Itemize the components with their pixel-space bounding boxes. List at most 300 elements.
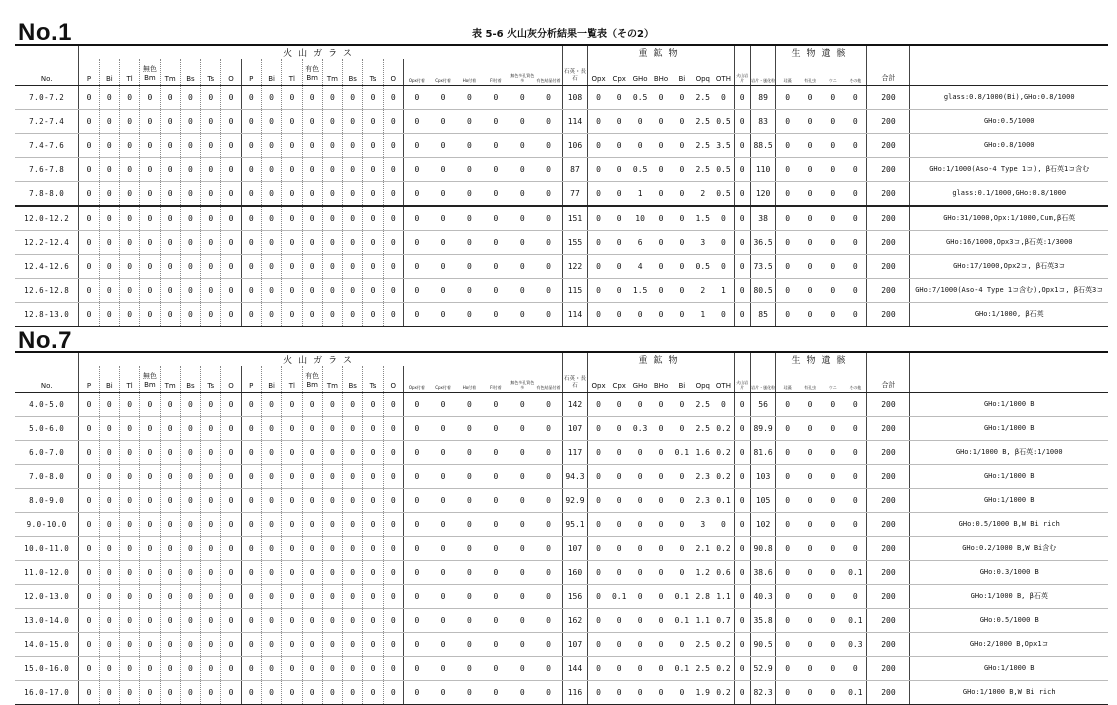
- value-cell: 0: [536, 303, 563, 327]
- value-cell: 200: [867, 441, 910, 465]
- value-cell: 0: [119, 303, 139, 327]
- note-cell: GHo:31/1000,Opx:1/1000,Cum,β石英: [910, 206, 1108, 231]
- value-cell: 0: [483, 86, 509, 110]
- value-cell: 0: [821, 441, 844, 465]
- blank-cell: [734, 352, 750, 366]
- value-cell: 0: [630, 681, 651, 705]
- value-cell: 0: [609, 393, 630, 417]
- value-cell: 0: [79, 465, 99, 489]
- heavy-col-header: OTH: [713, 59, 734, 86]
- value-cell: 0: [79, 182, 99, 207]
- note-cell: GHo:1/1000 B,W Bi rich: [910, 681, 1108, 705]
- value-cell: 0: [241, 206, 261, 231]
- value-cell: 0: [160, 489, 180, 513]
- value-cell: 0: [430, 303, 456, 327]
- value-cell: 0: [536, 633, 563, 657]
- glass-col-cell: [119, 366, 139, 393]
- value-cell: 0: [322, 393, 342, 417]
- value-cell: 160: [562, 561, 588, 585]
- table-row: [15, 585, 1108, 609]
- value-cell: 0: [221, 633, 241, 657]
- value-cell: 0: [630, 585, 651, 609]
- value-cell: 0: [180, 441, 200, 465]
- value-cell: 0: [403, 393, 429, 417]
- value-cell: 0: [734, 633, 750, 657]
- table-row: [15, 393, 1108, 417]
- value-cell: 0: [343, 489, 363, 513]
- value-cell: 0: [651, 393, 672, 417]
- value-cell: 0: [140, 633, 160, 657]
- value-cell: 0: [821, 110, 844, 134]
- value-cell: 0: [241, 657, 261, 681]
- no-header: No.: [15, 59, 79, 86]
- value-cell: 56: [750, 393, 776, 417]
- value-cell: 0: [201, 134, 221, 158]
- value-cell: 0: [79, 86, 99, 110]
- value-cell: 0: [799, 441, 822, 465]
- value-cell: 0: [160, 158, 180, 182]
- value-cell: 0: [383, 537, 403, 561]
- value-cell: 0: [119, 513, 139, 537]
- value-cell: 0: [201, 110, 221, 134]
- value-cell: 0: [119, 489, 139, 513]
- value-cell: 0: [609, 441, 630, 465]
- value-cell: 0: [536, 231, 563, 255]
- value-cell: 0: [383, 417, 403, 441]
- value-cell: 0: [302, 561, 322, 585]
- value-cell: 0: [776, 489, 799, 513]
- value-cell: 0: [160, 110, 180, 134]
- value-cell: 0: [671, 182, 692, 207]
- value-cell: 0: [821, 609, 844, 633]
- value-cell: 2.3: [692, 489, 713, 513]
- heavy-minerals-heading: 重鉱物: [588, 352, 734, 366]
- value-cell: 0: [509, 158, 535, 182]
- value-cell: 0: [343, 206, 363, 231]
- glass-col-cell: [363, 366, 383, 393]
- value-cell: 0: [343, 513, 363, 537]
- value-cell: 0: [430, 585, 456, 609]
- value-cell: 0: [343, 303, 363, 327]
- value-cell: 0: [383, 633, 403, 657]
- value-cell: 0: [536, 513, 563, 537]
- glass-col-header: Ts: [207, 75, 215, 83]
- value-cell: 0: [119, 681, 139, 705]
- value-cell: 0: [180, 585, 200, 609]
- note-cell: GHo:16/1000,Opx3コ,β石英:1/3000: [910, 231, 1108, 255]
- value-cell: 0: [221, 681, 241, 705]
- value-cell: 0: [651, 255, 672, 279]
- value-cell: 0: [180, 158, 200, 182]
- value-cell: 0: [99, 657, 119, 681]
- table-row: [15, 110, 1108, 134]
- value-cell: 115: [562, 279, 588, 303]
- value-cell: 0: [403, 585, 429, 609]
- depth-cell: 13.0-14.0: [15, 609, 79, 633]
- value-cell: 0: [821, 303, 844, 327]
- value-cell: 0: [844, 489, 867, 513]
- value-cell: 0: [79, 255, 99, 279]
- glass-col-header: P: [249, 75, 254, 83]
- value-cell: 0: [776, 561, 799, 585]
- value-cell: 0: [799, 513, 822, 537]
- value-cell: 0: [180, 303, 200, 327]
- value-cell: 0: [261, 393, 281, 417]
- colorless-label: 無色: [142, 372, 157, 380]
- glass-col-header: Bm: [306, 74, 318, 82]
- value-cell: 0: [483, 681, 509, 705]
- value-cell: 0: [536, 158, 563, 182]
- glass-col-cell: [160, 366, 180, 393]
- value-cell: 0: [403, 681, 429, 705]
- note-cell: GHo:0.8/1000: [910, 134, 1108, 158]
- bio-remains-heading: 生物遺骸: [776, 45, 867, 59]
- value-cell: 0: [671, 513, 692, 537]
- value-cell: 0: [302, 465, 322, 489]
- value-cell: 0: [119, 393, 139, 417]
- value-cell: 0: [99, 441, 119, 465]
- value-cell: 200: [867, 537, 910, 561]
- value-cell: 0: [588, 465, 609, 489]
- value-cell: 0: [651, 657, 672, 681]
- value-cell: 0: [241, 134, 261, 158]
- value-cell: 0: [241, 231, 261, 255]
- value-cell: 0: [799, 158, 822, 182]
- value-cell: 0: [140, 393, 160, 417]
- glass-col-cell: [221, 366, 241, 393]
- value-cell: 0: [160, 657, 180, 681]
- value-cell: 0: [609, 537, 630, 561]
- glass-col-cell: [241, 366, 261, 393]
- value-cell: 0: [282, 609, 302, 633]
- value-cell: 0: [201, 633, 221, 657]
- value-cell: 0: [261, 110, 281, 134]
- value-cell: 200: [867, 182, 910, 207]
- value-cell: 0: [403, 513, 429, 537]
- value-cell: 0: [403, 465, 429, 489]
- value-cell: 0: [79, 158, 99, 182]
- value-cell: 0: [79, 393, 99, 417]
- value-cell: 0: [509, 657, 535, 681]
- depth-cell: 12.4-12.6: [15, 255, 79, 279]
- value-cell: 0: [588, 681, 609, 705]
- value-cell: 0: [734, 279, 750, 303]
- value-cell: 0: [456, 255, 482, 279]
- value-cell: 0: [456, 609, 482, 633]
- value-cell: 0: [630, 609, 651, 633]
- value-cell: 0: [456, 465, 482, 489]
- value-cell: 200: [867, 255, 910, 279]
- value-cell: 0: [588, 489, 609, 513]
- value-cell: 0: [536, 134, 563, 158]
- value-cell: 0.2: [713, 657, 734, 681]
- depth-cell: 6.0-7.0: [15, 441, 79, 465]
- data-table-no1: [15, 44, 1108, 327]
- value-cell: 0: [282, 393, 302, 417]
- value-cell: 200: [867, 489, 910, 513]
- value-cell: 0: [651, 231, 672, 255]
- attach-col-header: Opx付着: [403, 59, 429, 86]
- value-cell: 0: [609, 657, 630, 681]
- value-cell: 0: [201, 561, 221, 585]
- value-cell: 0: [160, 681, 180, 705]
- value-cell: 0: [734, 182, 750, 207]
- value-cell: 0: [651, 681, 672, 705]
- value-cell: 0.7: [713, 609, 734, 633]
- value-cell: 0: [536, 585, 563, 609]
- value-cell: 0: [456, 182, 482, 207]
- value-cell: 0: [844, 537, 867, 561]
- value-cell: 0: [671, 134, 692, 158]
- value-cell: 0: [119, 633, 139, 657]
- value-cell: 0: [456, 303, 482, 327]
- glass-col-header: Bs: [348, 382, 357, 390]
- value-cell: 0: [221, 657, 241, 681]
- value-cell: 0: [609, 110, 630, 134]
- value-cell: 0: [221, 489, 241, 513]
- value-cell: 0: [160, 465, 180, 489]
- value-cell: 0: [821, 206, 844, 231]
- value-cell: 0: [821, 86, 844, 110]
- value-cell: 0: [79, 537, 99, 561]
- value-cell: 0: [383, 393, 403, 417]
- value-cell: 1.9: [692, 681, 713, 705]
- no-header: No.: [15, 366, 79, 393]
- value-cell: 77: [562, 182, 588, 207]
- value-cell: 0: [588, 182, 609, 207]
- value-cell: 0: [630, 489, 651, 513]
- depth-cell: 12.0-12.2: [15, 206, 79, 231]
- glass-col-header: Tm: [326, 75, 338, 83]
- value-cell: 0: [282, 134, 302, 158]
- value-cell: 0: [430, 206, 456, 231]
- value-cell: 85: [750, 303, 776, 327]
- value-cell: 0: [588, 561, 609, 585]
- value-cell: 4: [630, 255, 651, 279]
- value-cell: 0: [456, 279, 482, 303]
- note-cell: GHo:0.5/1000: [910, 110, 1108, 134]
- value-cell: 0: [261, 231, 281, 255]
- depth-cell: 7.0-8.0: [15, 465, 79, 489]
- value-cell: 0.1: [671, 609, 692, 633]
- value-cell: 0: [322, 86, 342, 110]
- value-cell: 0: [734, 609, 750, 633]
- value-cell: 2.5: [692, 657, 713, 681]
- value-cell: 162: [562, 609, 588, 633]
- value-cell: 0: [282, 681, 302, 705]
- value-cell: 0: [799, 393, 822, 417]
- value-cell: 0: [99, 303, 119, 327]
- rock-fragment-header: 岩片・風化粒: [750, 59, 776, 86]
- value-cell: 200: [867, 231, 910, 255]
- value-cell: 0: [261, 609, 281, 633]
- value-cell: 0: [799, 231, 822, 255]
- value-cell: 0: [483, 255, 509, 279]
- value-cell: 0: [99, 561, 119, 585]
- value-cell: 0: [588, 255, 609, 279]
- value-cell: 0: [821, 134, 844, 158]
- value-cell: 0: [302, 86, 322, 110]
- value-cell: 0: [536, 681, 563, 705]
- heavy-col-header: OTH: [713, 366, 734, 393]
- note-header: [910, 59, 1108, 86]
- value-cell: 0: [844, 465, 867, 489]
- value-cell: 0: [483, 182, 509, 207]
- value-cell: 0: [140, 134, 160, 158]
- value-cell: 0: [343, 417, 363, 441]
- value-cell: 0: [734, 206, 750, 231]
- value-cell: 0: [119, 417, 139, 441]
- value-cell: 200: [867, 206, 910, 231]
- value-cell: 0: [776, 231, 799, 255]
- value-cell: 0: [630, 537, 651, 561]
- value-cell: 0: [261, 585, 281, 609]
- value-cell: 0: [241, 158, 261, 182]
- note-cell: GHo:1/1000 B: [910, 465, 1108, 489]
- glass-col-header: Bi: [268, 382, 275, 390]
- value-cell: 0: [588, 279, 609, 303]
- value-cell: 0: [119, 206, 139, 231]
- value-cell: 0: [609, 609, 630, 633]
- value-cell: 0: [201, 417, 221, 441]
- value-cell: 0: [430, 134, 456, 158]
- value-cell: 0: [383, 681, 403, 705]
- table-row: [15, 657, 1108, 681]
- blank-cell: [750, 45, 776, 59]
- value-cell: 0: [180, 393, 200, 417]
- rock-fragment-header: 岩片・風化粒: [750, 366, 776, 393]
- value-cell: 0: [79, 110, 99, 134]
- value-cell: 0: [221, 206, 241, 231]
- value-cell: 116: [562, 681, 588, 705]
- value-cell: 0.5: [630, 86, 651, 110]
- blank-cell: [562, 45, 588, 59]
- value-cell: 0: [261, 417, 281, 441]
- glass-col-header: P: [86, 75, 92, 83]
- value-cell: 114: [562, 303, 588, 327]
- glass-col-header: Bs: [186, 75, 195, 83]
- value-cell: 0: [343, 134, 363, 158]
- value-cell: 0: [844, 231, 867, 255]
- value-cell: 0: [536, 489, 563, 513]
- value-cell: 0: [588, 537, 609, 561]
- value-cell: 0: [509, 609, 535, 633]
- value-cell: 0: [261, 633, 281, 657]
- glass-col-cell: [261, 366, 281, 393]
- value-cell: 0: [799, 465, 822, 489]
- value-cell: 0: [140, 110, 160, 134]
- value-cell: 0: [160, 537, 180, 561]
- value-cell: 0: [651, 110, 672, 134]
- value-cell: 0: [609, 86, 630, 110]
- value-cell: 0: [261, 561, 281, 585]
- note-cell: GHo:1/1000 B: [910, 489, 1108, 513]
- value-cell: 151: [562, 206, 588, 231]
- value-cell: 0: [322, 231, 342, 255]
- value-cell: 0: [363, 303, 383, 327]
- glass-col-cell: [99, 59, 119, 86]
- glass-col-header: Ts: [369, 382, 377, 390]
- value-cell: 35.8: [750, 609, 776, 633]
- value-cell: 200: [867, 393, 910, 417]
- value-cell: 0.2: [713, 441, 734, 465]
- value-cell: 0: [821, 417, 844, 441]
- value-cell: 0: [221, 231, 241, 255]
- value-cell: 0: [483, 489, 509, 513]
- value-cell: 0: [430, 633, 456, 657]
- value-cell: 1.5: [630, 279, 651, 303]
- value-cell: 36.5: [750, 231, 776, 255]
- value-cell: 0: [799, 681, 822, 705]
- value-cell: 0: [509, 681, 535, 705]
- value-cell: 0: [79, 561, 99, 585]
- value-cell: 0: [322, 441, 342, 465]
- value-cell: 0: [221, 158, 241, 182]
- value-cell: 200: [867, 585, 910, 609]
- depth-cell: 5.0-6.0: [15, 417, 79, 441]
- note-cell: GHo:1/1000 B: [910, 417, 1108, 441]
- note-cell: GHo:1/1000(Aso-4 Type 1コ), β石英1コ含む: [910, 158, 1108, 182]
- value-cell: 0: [180, 465, 200, 489]
- value-cell: 0: [99, 633, 119, 657]
- value-cell: 1.5: [692, 206, 713, 231]
- value-cell: 142: [562, 393, 588, 417]
- value-cell: 0: [160, 561, 180, 585]
- value-cell: 144: [562, 657, 588, 681]
- value-cell: 0: [509, 441, 535, 465]
- value-cell: 94.3: [562, 465, 588, 489]
- value-cell: 0: [140, 537, 160, 561]
- value-cell: 0: [734, 537, 750, 561]
- value-cell: 2.1: [692, 537, 713, 561]
- value-cell: 0: [483, 537, 509, 561]
- value-cell: 0: [363, 681, 383, 705]
- table-row: [15, 417, 1108, 441]
- blank-cell: [867, 352, 910, 366]
- value-cell: 0: [302, 537, 322, 561]
- value-cell: 0: [180, 489, 200, 513]
- value-cell: 0: [99, 609, 119, 633]
- note-cell: GHo:0.3/1000 B: [910, 561, 1108, 585]
- table-row: [15, 537, 1108, 561]
- value-cell: 200: [867, 657, 910, 681]
- value-cell: 0: [734, 255, 750, 279]
- value-cell: 0: [160, 182, 180, 207]
- value-cell: 0: [180, 513, 200, 537]
- glass-col-header: Bi: [105, 382, 113, 390]
- value-cell: 0: [734, 441, 750, 465]
- value-cell: 0: [483, 206, 509, 231]
- value-cell: 0: [456, 441, 482, 465]
- value-cell: 0: [734, 303, 750, 327]
- table-row: [15, 279, 1108, 303]
- value-cell: 0: [456, 633, 482, 657]
- value-cell: 0: [302, 279, 322, 303]
- value-cell: 0.5: [692, 255, 713, 279]
- attach-col-header: 無色多孔質色多: [509, 366, 535, 393]
- value-cell: 0: [201, 255, 221, 279]
- value-cell: 0: [282, 110, 302, 134]
- glass-col-cell: [180, 59, 200, 86]
- value-cell: 0: [343, 633, 363, 657]
- value-cell: 2.5: [692, 110, 713, 134]
- value-cell: 0: [363, 231, 383, 255]
- depth-cell: 12.8-13.0: [15, 303, 79, 327]
- value-cell: 0: [261, 158, 281, 182]
- value-cell: 0: [180, 633, 200, 657]
- value-cell: 0: [456, 158, 482, 182]
- value-cell: 0: [79, 417, 99, 441]
